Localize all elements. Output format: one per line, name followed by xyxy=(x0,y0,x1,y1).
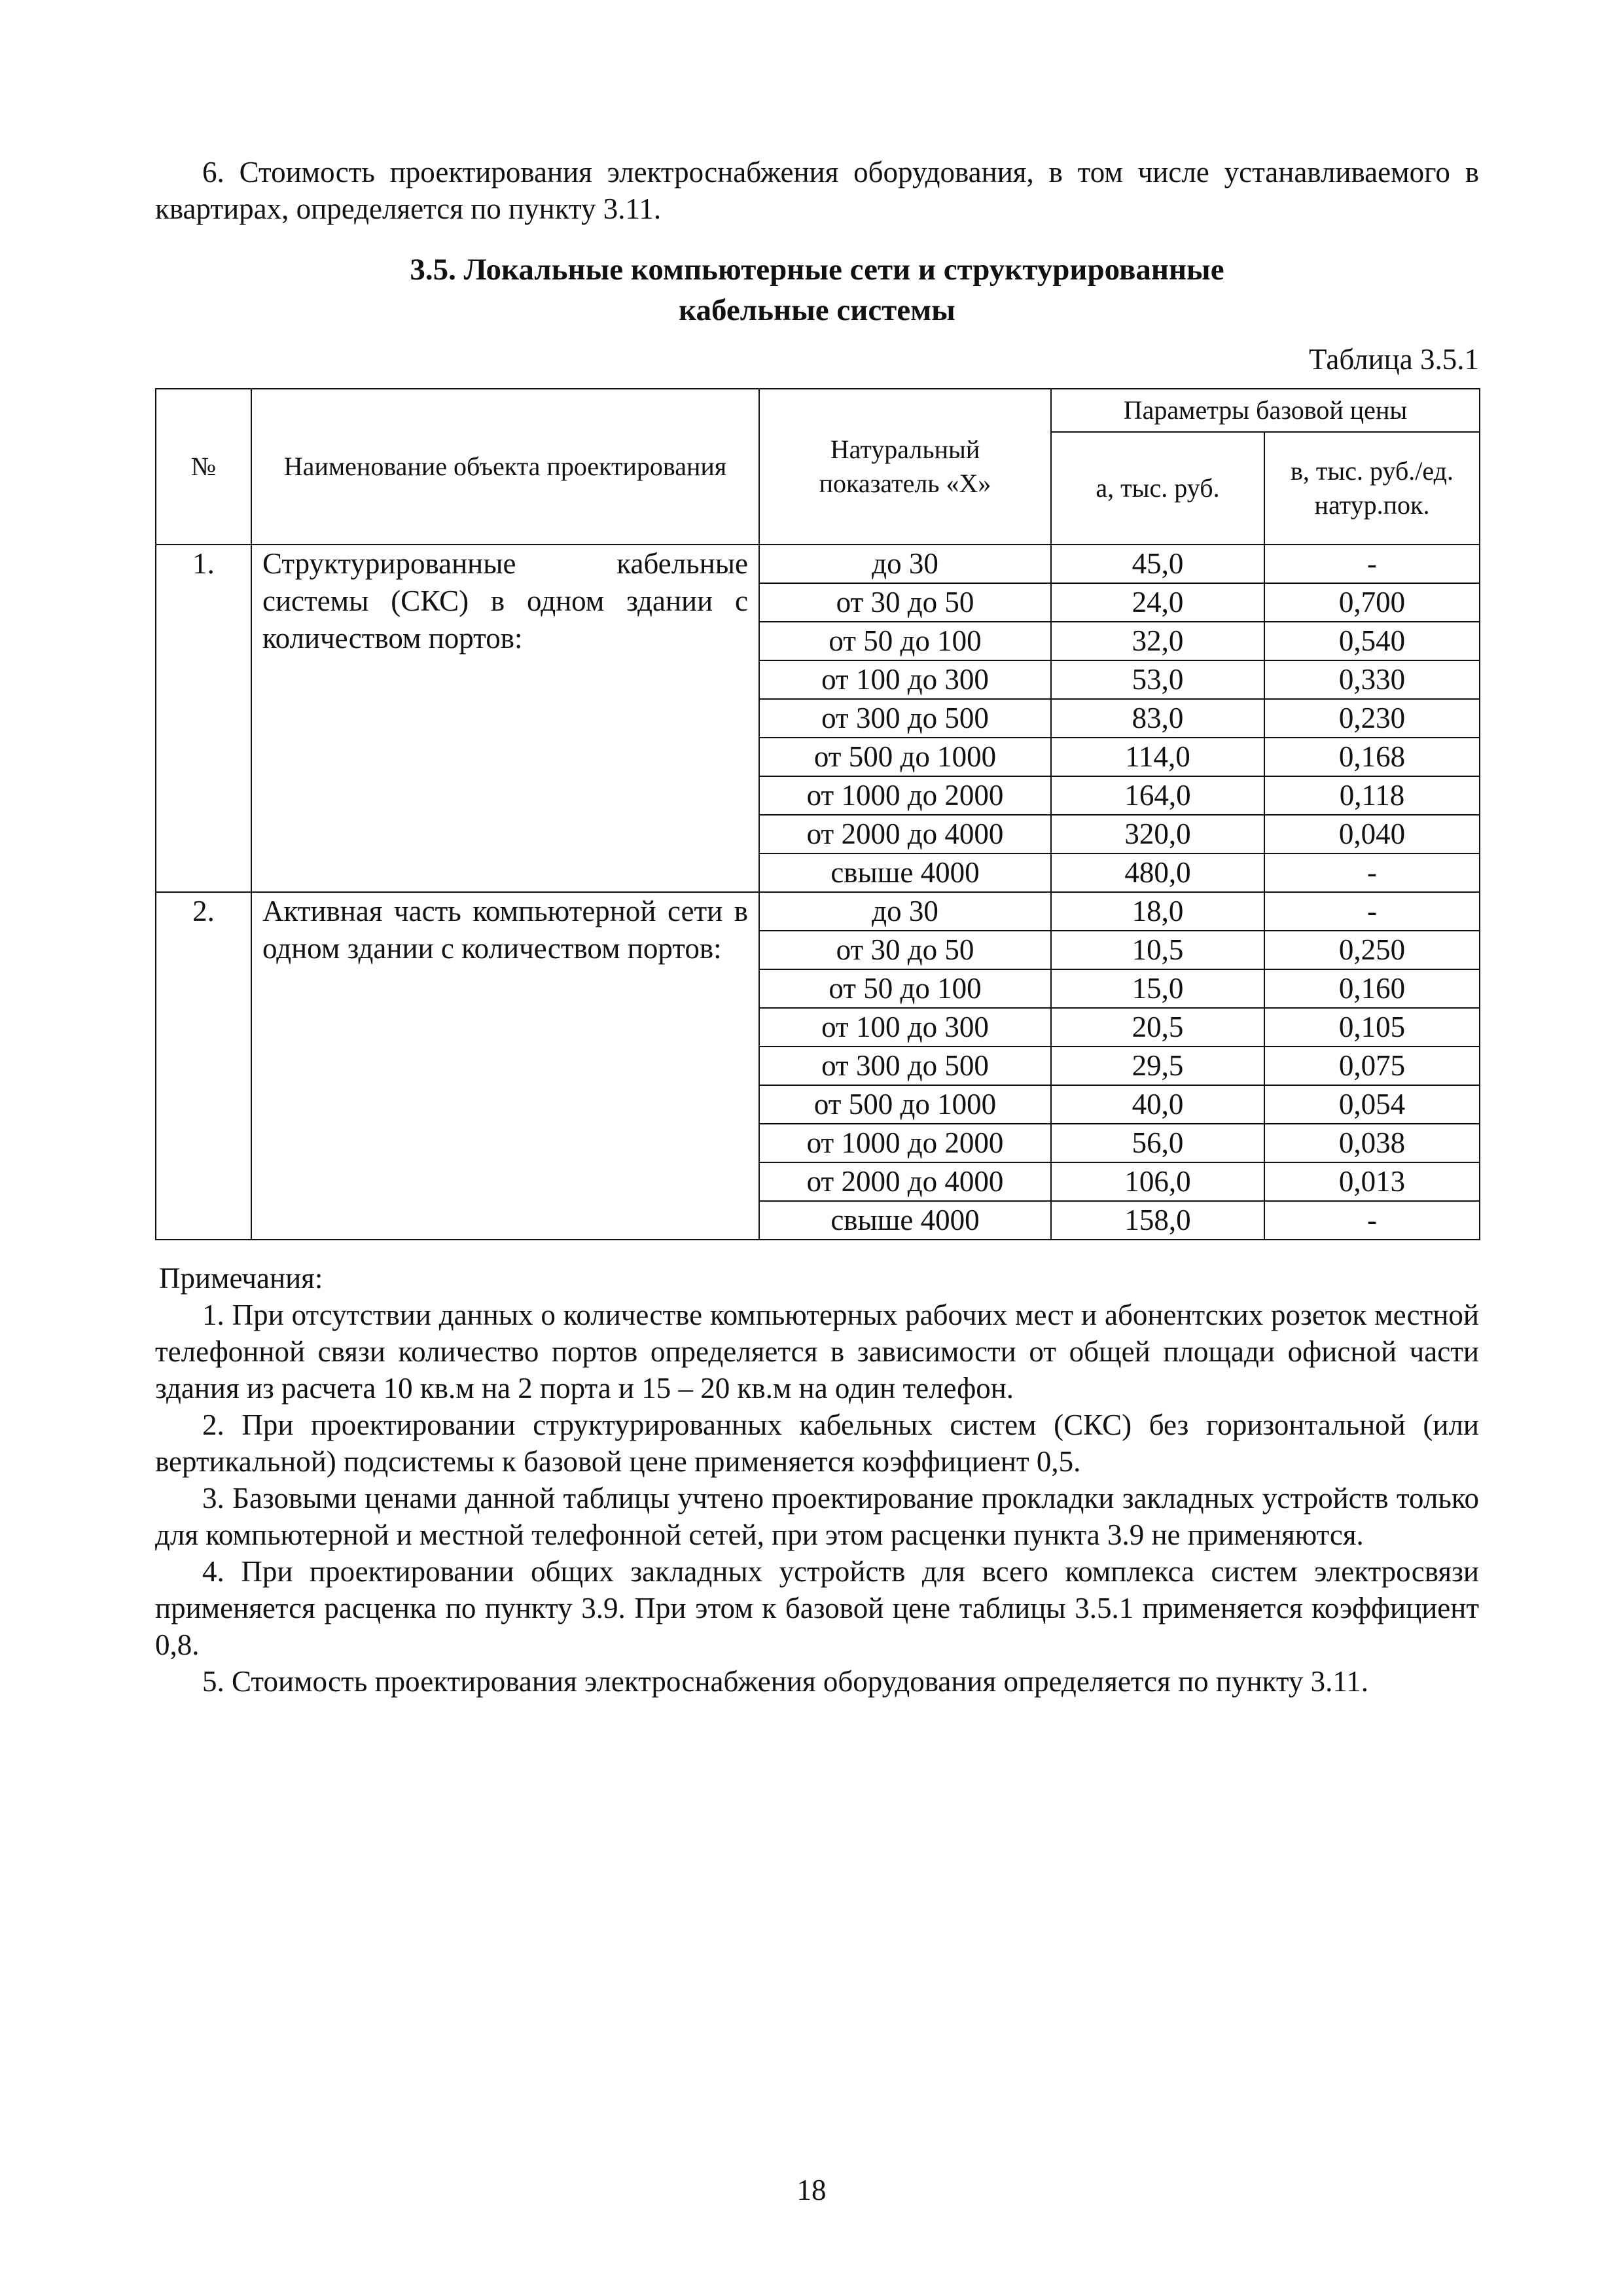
section-title xyxy=(155,249,1479,331)
cell-a: 18,0 xyxy=(1051,892,1264,931)
cell-a: 480,0 xyxy=(1051,853,1264,892)
cell-b: 0,075 xyxy=(1264,1047,1480,1085)
cell-b: 0,540 xyxy=(1264,622,1480,660)
cell-indicator: от 50 до 100 xyxy=(759,622,1051,660)
cell-indicator: от 2000 до 4000 xyxy=(759,1162,1051,1201)
cell-a: 15,0 xyxy=(1051,969,1264,1008)
section-title-line-1: 3.5. Локальные компьютерные сети и структурированные xyxy=(410,253,1224,287)
row-group-name: Структурированные кабельные системы (СКС) в одном здании с количеством портов: xyxy=(251,545,759,892)
cell-indicator: от 1000 до 2000 xyxy=(759,776,1051,815)
cell-a: 114,0 xyxy=(1051,738,1264,776)
cell-indicator: от 300 до 500 xyxy=(759,1047,1051,1085)
table-label: Таблица 3.5.1 xyxy=(1309,343,1479,376)
cell-b: 0,160 xyxy=(1264,969,1480,1008)
cell-a: 24,0 xyxy=(1051,583,1264,622)
cell-b: - xyxy=(1264,545,1480,583)
row-group-name: Активная часть компьютерной сети в одном здании с количеством портов: xyxy=(251,892,759,1240)
cell-a: 53,0 xyxy=(1051,660,1264,699)
table-header xyxy=(156,389,1480,545)
cell-a: 32,0 xyxy=(1051,622,1264,660)
cell-b: 0,040 xyxy=(1264,815,1480,853)
cell-a: 40,0 xyxy=(1051,1085,1264,1124)
cell-b: 0,230 xyxy=(1264,699,1480,738)
note-item: 5. Стоимость проектирования электроснабжения оборудования определяется по пункту 3.11. xyxy=(202,1665,1368,1698)
table-row xyxy=(156,892,1480,931)
page-number: 18 xyxy=(796,2174,827,2206)
table-row xyxy=(156,545,1480,583)
cell-indicator: от 500 до 1000 xyxy=(759,738,1051,776)
cell-b: - xyxy=(1264,892,1480,931)
cell-b: 0,105 xyxy=(1264,1008,1480,1047)
cell-indicator: свыше 4000 xyxy=(759,1201,1051,1240)
cell-b: 0,054 xyxy=(1264,1085,1480,1124)
row-group-number: 2. xyxy=(156,892,251,1240)
cell-a: 320,0 xyxy=(1051,815,1264,853)
cell-a: 10,5 xyxy=(1051,931,1264,969)
cell-indicator: от 1000 до 2000 xyxy=(759,1124,1051,1162)
cell-indicator: от 30 до 50 xyxy=(759,931,1051,969)
cell-a: 29,5 xyxy=(1051,1047,1264,1085)
row-group-number: 1. xyxy=(156,545,251,892)
cell-a: 158,0 xyxy=(1051,1201,1264,1240)
cell-indicator: от 300 до 500 xyxy=(759,699,1051,738)
cell-a: 56,0 xyxy=(1051,1124,1264,1162)
header-num: № xyxy=(156,389,251,545)
header-a: а, тыс. руб. xyxy=(1051,432,1264,545)
note-item: 4. При проектировании общих закладных устройств для всего комплекса систем электросвязи применяется расценка по пункту 3.9. При этом к базовой цене таблицы 3.5.1 применяется коэффициент 0,8. xyxy=(155,1555,1479,1661)
cell-b: 0,038 xyxy=(1264,1124,1480,1162)
table-body xyxy=(156,545,1480,1240)
cell-b: 0,168 xyxy=(1264,738,1480,776)
cell-indicator: свыше 4000 xyxy=(759,853,1051,892)
cell-b: 0,118 xyxy=(1264,776,1480,815)
header-name: Наименование объекта проектирования xyxy=(251,389,759,545)
cell-indicator: от 100 до 300 xyxy=(759,660,1051,699)
cell-b: 0,330 xyxy=(1264,660,1480,699)
cell-a: 45,0 xyxy=(1051,545,1264,583)
cell-indicator: от 500 до 1000 xyxy=(759,1085,1051,1124)
note-item: 3. Базовыми ценами данной таблицы учтено проектирование прокладки закладных устройств только для компьютерной и местной телефонной сетей, при этом расценки пункта 3.9 не применяются. xyxy=(155,1482,1479,1551)
cell-b: 0,250 xyxy=(1264,931,1480,969)
cell-indicator: до 30 xyxy=(759,892,1051,931)
cell-indicator: до 30 xyxy=(759,545,1051,583)
cell-indicator: от 30 до 50 xyxy=(759,583,1051,622)
cell-b: - xyxy=(1264,853,1480,892)
cell-b: - xyxy=(1264,1201,1480,1240)
cell-indicator: от 50 до 100 xyxy=(759,969,1051,1008)
notes-list xyxy=(155,1297,1479,1700)
price-table xyxy=(155,388,1480,1240)
cell-a: 164,0 xyxy=(1051,776,1264,815)
cell-a: 106,0 xyxy=(1051,1162,1264,1201)
section-title-line-2: кабельные системы xyxy=(679,293,955,327)
header-b: в, тыс. руб./ед. натур.пок. xyxy=(1264,432,1480,545)
note-item: 1. При отсутствии данных о количестве компьютерных рабочих мест и абонентских розеток местной телефонной связи количество портов определяется в зависимости от общей площади офисной части здания из расчета 10 кв.м на 2 порта и 15 – 20 кв.м на один телефон. xyxy=(155,1299,1479,1405)
cell-indicator: от 100 до 300 xyxy=(759,1008,1051,1047)
intro-paragraph: 6. Стоимость проектирования электроснабжения оборудования, в том числе устанавливаемого в квартирах, определяется по пункту 3.11. xyxy=(155,156,1479,225)
cell-b: 0,700 xyxy=(1264,583,1480,622)
header-indicator: Натуральный показатель «Х» xyxy=(759,389,1051,545)
cell-indicator: от 2000 до 4000 xyxy=(759,815,1051,853)
notes-heading: Примечания: xyxy=(159,1262,323,1295)
cell-a: 20,5 xyxy=(1051,1008,1264,1047)
header-params: Параметры базовой цены xyxy=(1051,389,1480,432)
document-page xyxy=(155,154,1479,1700)
cell-b: 0,013 xyxy=(1264,1162,1480,1201)
cell-a: 83,0 xyxy=(1051,699,1264,738)
note-item: 2. При проектировании структурированных кабельных систем (СКС) без горизонтальной (или вертикальной) подсистемы к базовой цене применяется коэффициент 0,5. xyxy=(155,1408,1479,1478)
